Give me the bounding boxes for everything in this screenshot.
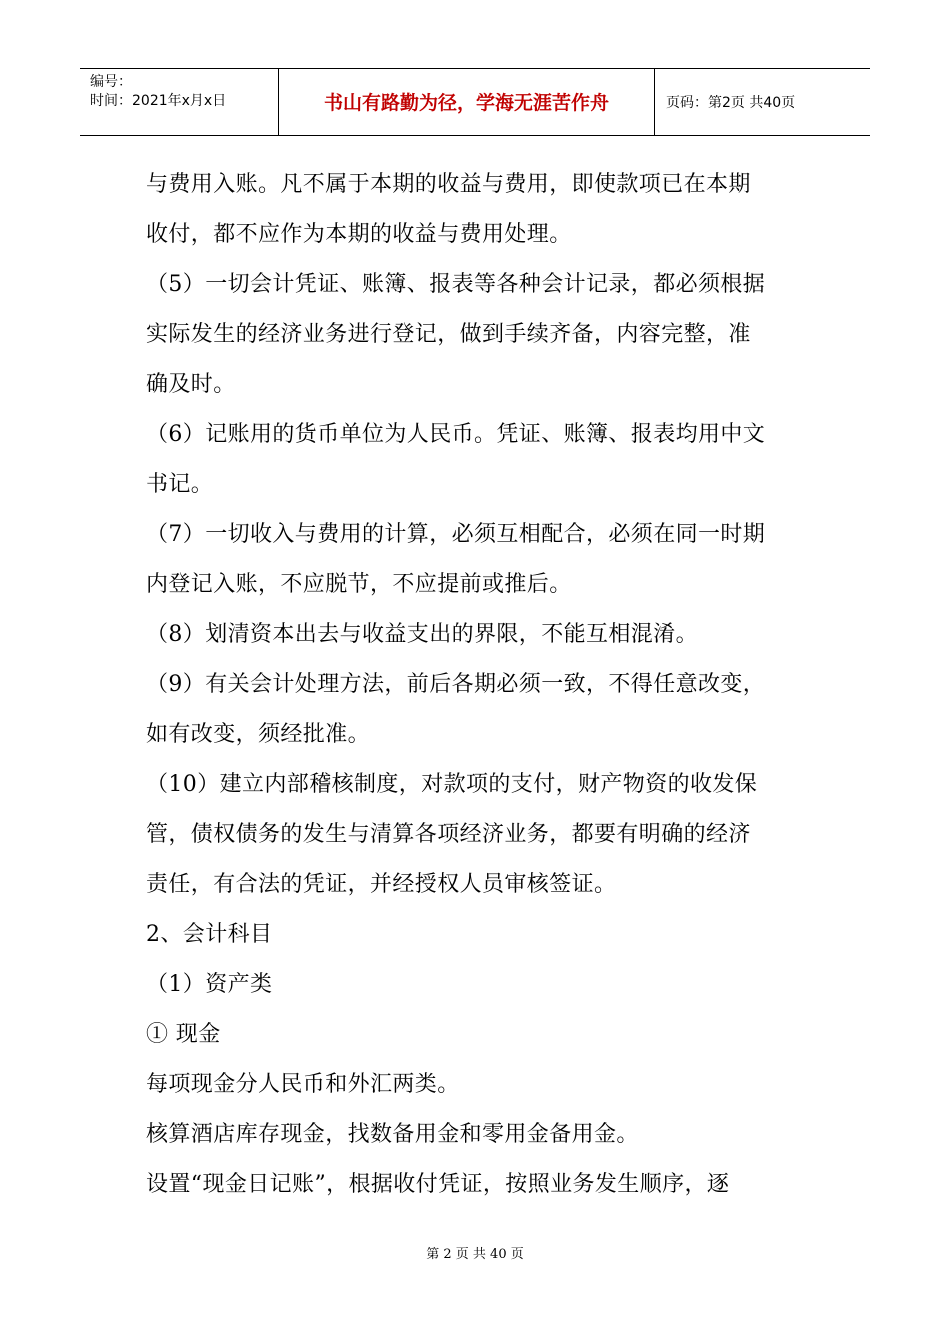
section-heading: 2、会计科目	[146, 922, 273, 947]
body-line: （8）划清资本出去与收益支出的界限，不能互相混淆。	[146, 622, 698, 647]
body-line: 内登记入账，不应脱节，不应提前或推后。	[146, 572, 572, 597]
header-motto: 书山有路勤为径，学海无涯苦作舟	[323, 92, 609, 114]
page-header	[80, 68, 870, 136]
body-line: 责任，有合法的凭证，并经授权人员审核签证。	[146, 872, 617, 897]
header-meta	[90, 73, 226, 111]
body-line: 如有改变，须经批准。	[146, 722, 371, 747]
body-line: 收付，都不应作为本期的收益与费用处理。	[146, 222, 572, 247]
page-footer: 第 2 页 共 40 页	[426, 1247, 524, 1262]
body-line: 设置“现金日记账”，根据收付凭证，按照业务发生顺序，逐	[146, 1172, 730, 1197]
body-line: （6）记账用的货币单位为人民币。凭证、账簿、报表均用中文	[146, 422, 766, 447]
body-line: 确及时。	[146, 372, 236, 397]
body-line: 每项现金分人民币和外汇两类。	[146, 1072, 460, 1097]
body-line: （10）建立内部稽核制度，对款项的支付，财产物资的收发保	[146, 772, 758, 797]
header-page-info: 页码：第2页 共40页	[666, 95, 796, 111]
body-line: 与费用入账。凡不属于本期的收益与费用，即使款项已在本期	[146, 172, 751, 197]
body-line: 实际发生的经济业务进行登记，做到手续齐备，内容完整，准	[146, 322, 751, 347]
subsection-heading: （1）资产类	[146, 972, 273, 997]
body-line: 书记。	[146, 472, 214, 497]
body-line: 管，债权债务的发生与清算各项经济业务，都要有明确的经济	[146, 822, 751, 847]
serial-number-label: 编号：	[90, 74, 132, 90]
body-line: （9）有关会计处理方法，前后各期必须一致，不得任意改变，	[146, 672, 766, 697]
body-line: （5）一切会计凭证、账簿、报表等各种会计记录，都必须根据	[146, 272, 766, 297]
header-divider-right	[654, 69, 655, 135]
body-line: 核算酒店库存现金，找数备用金和零用金备用金。	[146, 1122, 639, 1147]
item-heading: ① 现金	[146, 1022, 221, 1047]
document-body	[146, 160, 810, 1210]
date-label: 时间：2021年x月x日	[90, 93, 227, 109]
body-line: （7）一切收入与费用的计算，必须互相配合，必须在同一时期	[146, 522, 766, 547]
